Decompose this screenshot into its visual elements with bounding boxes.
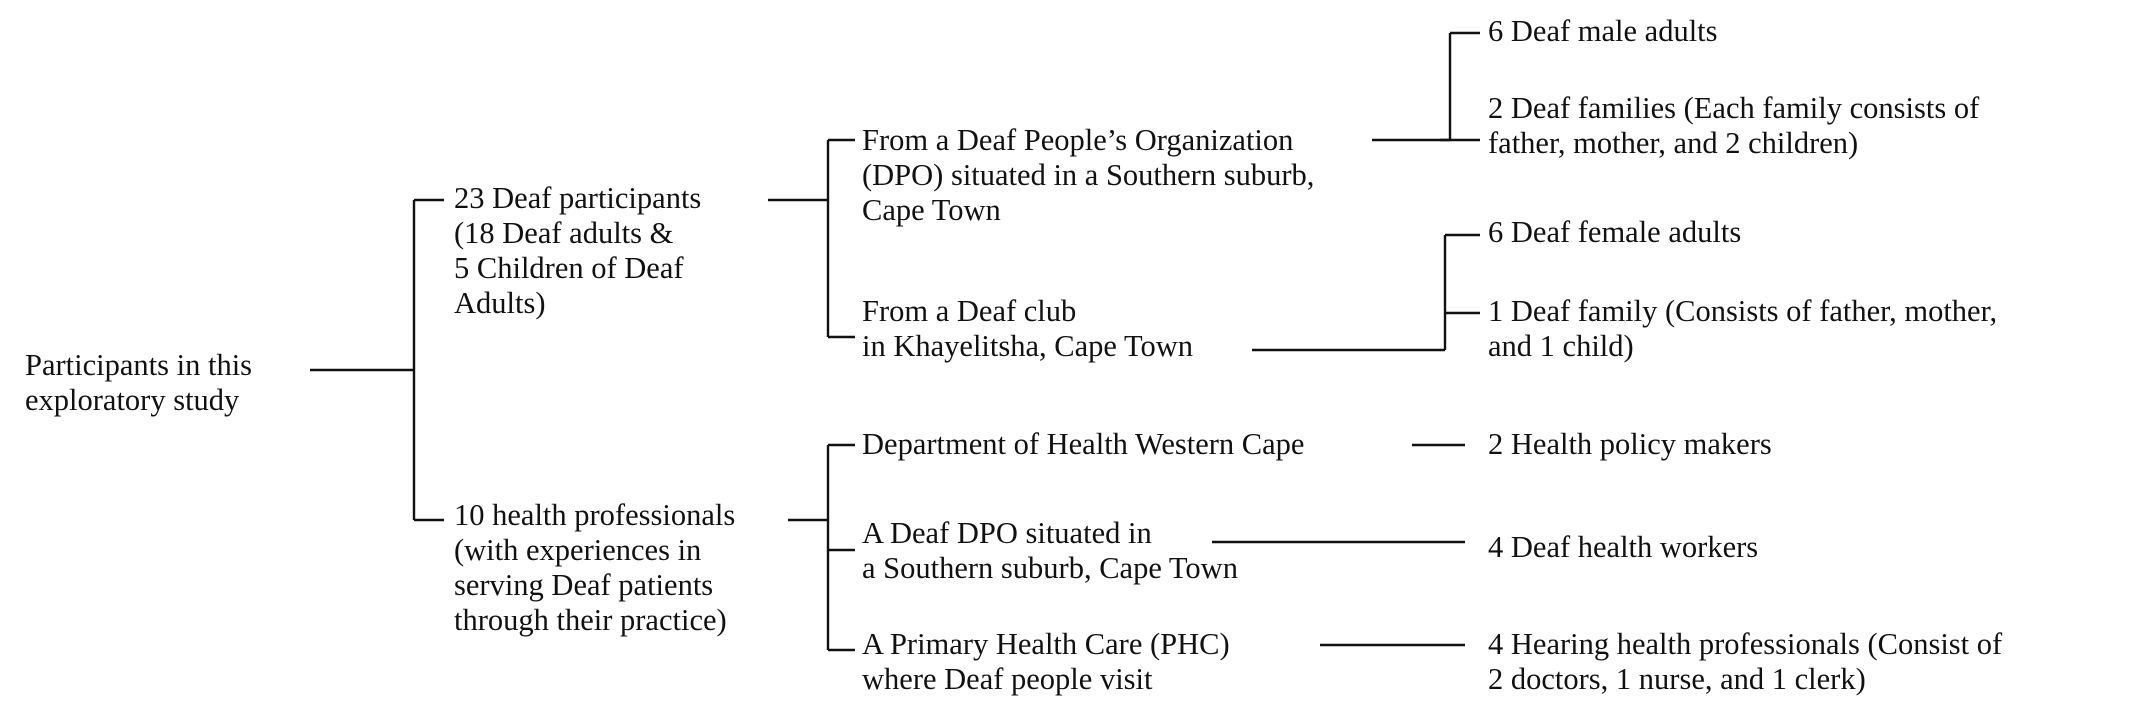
deaf-health-workers-node: 4 Deaf health workers [1488,530,1759,564]
female-adults-node: 6 Deaf female adults [1488,215,1742,249]
deaf-dpo-source-node: A Deaf DPO situated in a Southern suburb, Cape Town [862,516,1238,585]
one-family-node: 1 Deaf family (Consists of father, mother, and 1 child) [1488,294,1998,363]
root-node: Participants in this exploratory study [25,348,253,417]
male-adults-node: 6 Deaf male adults [1488,14,1718,48]
hearing-professionals-node: 4 Hearing health professionals (Consist of 2 doctors, 1 nurse, and 1 clerk) [1488,627,2003,696]
policy-makers-node: 2 Health policy makers [1488,427,1772,461]
department-of-health-node: Department of Health Western Cape [862,427,1305,461]
two-families-node: 2 Deaf families (Each family consists of father, mother, and 2 children) [1488,91,1980,160]
deaf-participants-node: 23 Deaf participants (18 Deaf adults & 5 Children of Deaf Adults) [454,181,702,320]
deaf-club-source-node: From a Deaf club in Khayelitsha, Cape Town [862,294,1194,363]
health-professionals-node: 10 health professionals (with experiences in serving Deaf patients through their practice) [454,498,736,637]
phc-source-node: A Primary Health Care (PHC) where Deaf people visit [862,627,1230,696]
dpo-source-node: From a Deaf People’s Organization (DPO) situated in a Southern suburb, Cape Town [862,123,1315,227]
